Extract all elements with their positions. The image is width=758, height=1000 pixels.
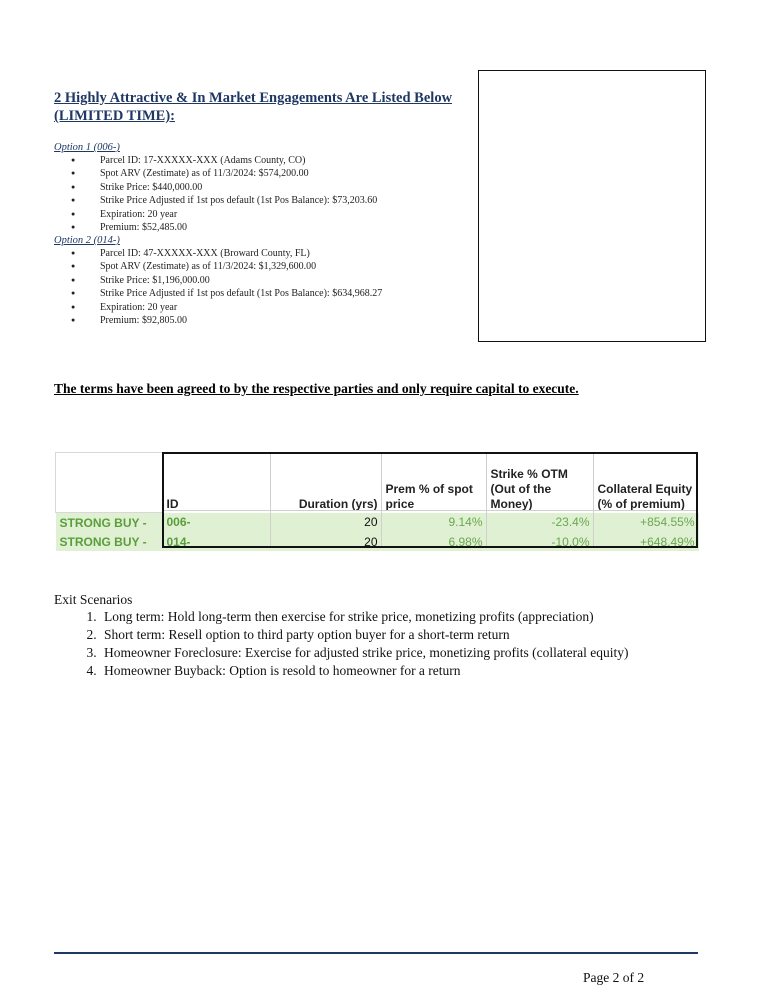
list-item: 1. Long term: Hold long-term then exercise for strike price, monetizing profits (appreciation): [100, 608, 758, 626]
table-cell: 6.98%: [382, 532, 487, 551]
terms-statement: The terms have been agreed to by the respective parties and only require capital to execute.: [54, 381, 579, 396]
section-heading: 2 Highly Attractive & In Market Engagements Are Listed Below (LIMITED TIME):: [54, 90, 453, 124]
table-gridline: [486, 452, 487, 548]
table-cell: STRONG BUY -: [56, 532, 163, 551]
table-gridline: [270, 452, 271, 548]
list-item: 2. Short term: Resell option to third party option buyer for a short-term return: [100, 626, 758, 644]
image-placeholder-box: [478, 70, 706, 342]
table-cell: 20: [271, 532, 382, 551]
table-header-cell: Strike % OTM (Out of the Money): [490, 466, 568, 511]
table-cell: STRONG BUY -: [56, 513, 163, 533]
list-item: 4. Homeowner Buyback: Option is resold to homeowner for a return: [100, 662, 758, 680]
table-header-row: [56, 453, 699, 513]
table-cell: 014-: [163, 532, 271, 551]
list-item: ● Parcel ID: 17-XXXXX-XXX (Adams County, CO): [54, 154, 474, 167]
list-item: ● Strike Price Adjusted if 1st pos default (1st Pos Balance): $634,968.27: [54, 287, 474, 300]
engagements-table: [55, 452, 698, 548]
table-cell: 20: [271, 513, 382, 533]
list-item: ● Premium: $52,485.00: [54, 221, 474, 234]
table-gridline: [593, 452, 594, 548]
table-header-cell: Collateral Equity (% of premium): [597, 481, 693, 511]
table-header-cell: [56, 453, 163, 513]
table-cell: 006-: [163, 513, 271, 533]
option-1-list: [54, 154, 474, 234]
table-gridline: [381, 452, 382, 548]
list-item: ● Expiration: 20 year: [54, 208, 474, 221]
option-1-title: Option 1 (006-): [54, 142, 120, 153]
exit-scenarios-list: [54, 608, 758, 680]
table-row: [56, 532, 699, 551]
footer-rule: [54, 952, 698, 954]
list-item: ● Strike Price: $440,000.00: [54, 181, 474, 194]
list-item: ● Strike Price: $1,196,000.00: [54, 274, 474, 287]
exit-scenarios-title: Exit Scenarios: [54, 592, 133, 607]
list-item: ● Spot ARV (Zestimate) as of 11/3/2024: $1,329,600.00: [54, 260, 474, 273]
page-number: Page 2 of 2: [583, 970, 645, 985]
table-header-cell: ID: [166, 496, 179, 511]
list-item: ● Parcel ID: 47-XXXXX-XXX (Broward County, FL): [54, 247, 474, 260]
table-cell: +854.55%: [594, 513, 699, 533]
table-gridline: [162, 510, 698, 511]
list-item: ● Strike Price Adjusted if 1st pos default (1st Pos Balance): $73,203.60: [54, 194, 474, 207]
list-item: ● Premium: $92,805.00: [54, 314, 474, 327]
list-item: ● Spot ARV (Zestimate) as of 11/3/2024: $574,200.00: [54, 167, 474, 180]
table-cell: -10.0%: [487, 532, 594, 551]
list-item: 3. Homeowner Foreclosure: Exercise for adjusted strike price, monetizing profits (collateral equity): [100, 644, 758, 662]
option-2-title: Option 2 (014-): [54, 235, 120, 246]
table-header-cell: Duration (yrs): [298, 496, 378, 511]
table-cell: +648.49%: [594, 532, 699, 551]
table-row: [56, 513, 699, 533]
table-cell: -23.4%: [487, 513, 594, 533]
table-cell: 9.14%: [382, 513, 487, 533]
table-header-cell: Prem % of spot price: [385, 481, 473, 511]
list-item: ● Expiration: 20 year: [54, 301, 474, 314]
option-2-list: [54, 247, 474, 327]
